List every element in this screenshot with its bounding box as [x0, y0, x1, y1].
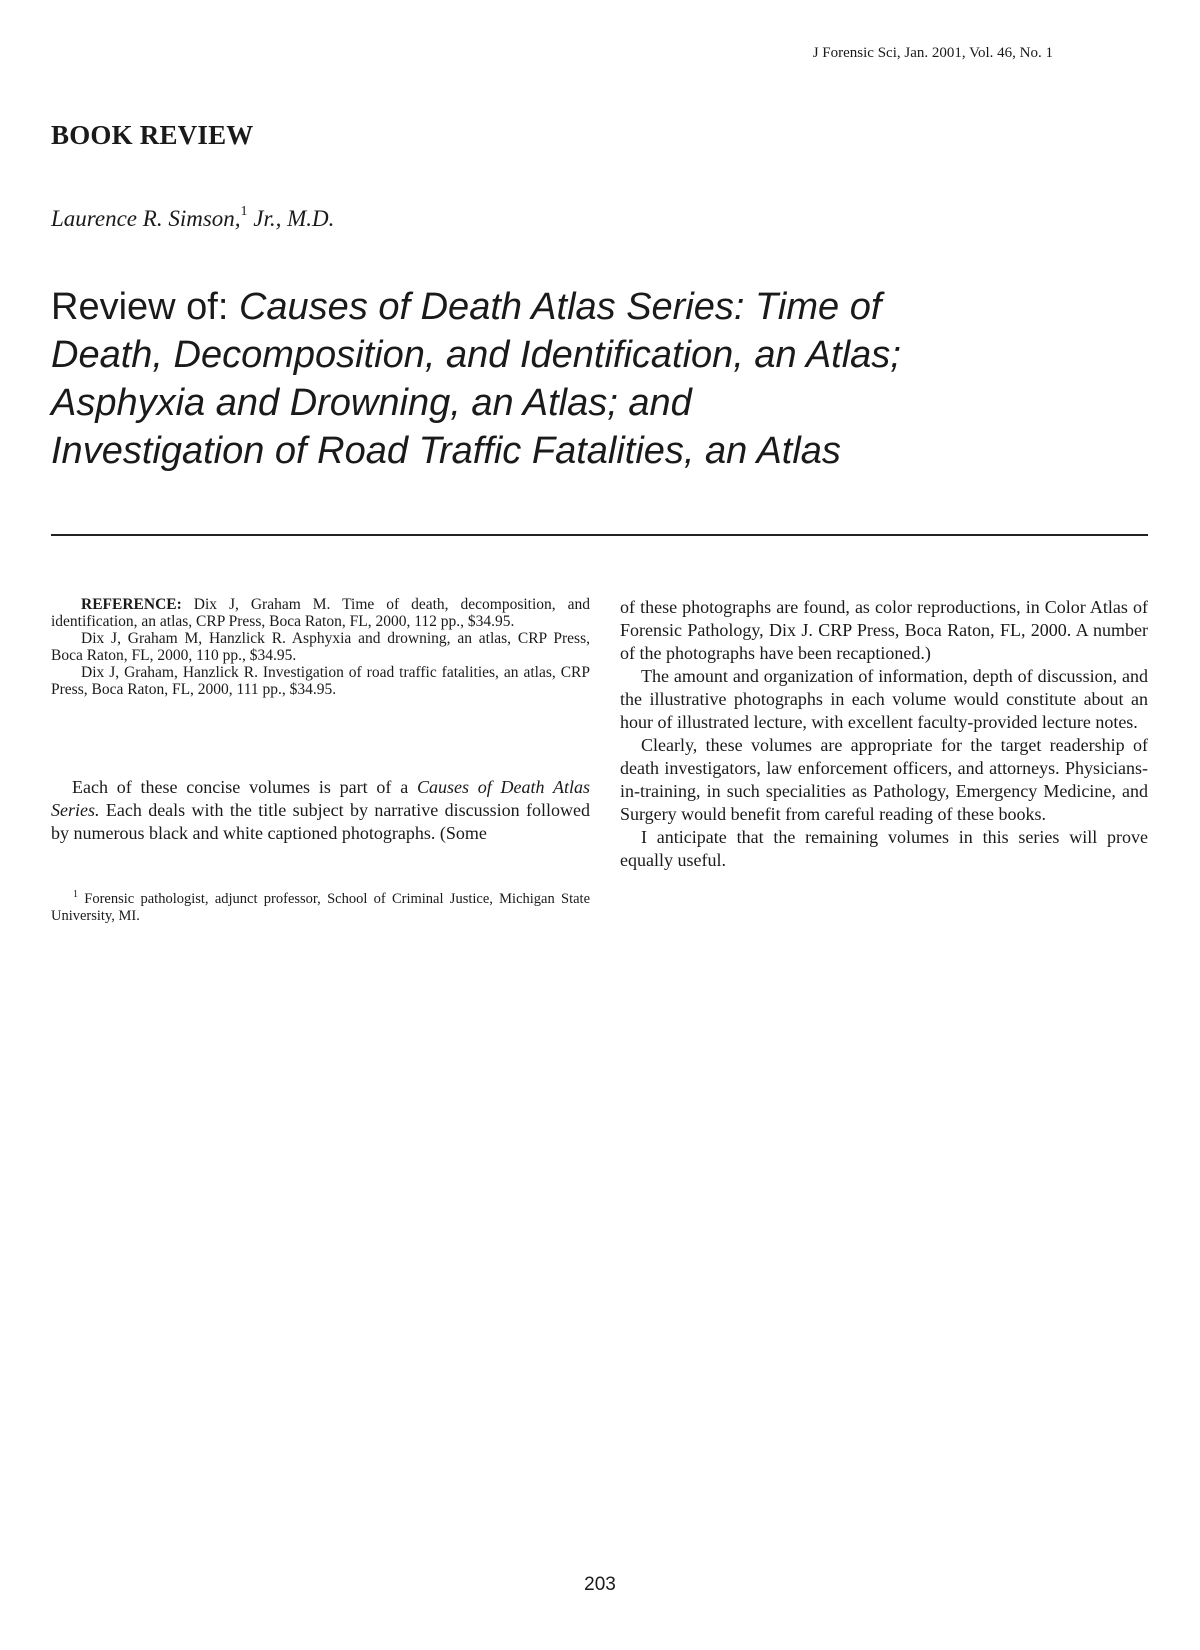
- right-column: [620, 596, 1148, 872]
- reference-entry: [51, 664, 590, 698]
- author-name: Laurence R. Simson,: [51, 206, 241, 231]
- body-left: [51, 776, 590, 845]
- article-title: [51, 283, 911, 475]
- section-heading: BOOK REVIEW: [51, 120, 254, 150]
- footnote-mark: 1: [73, 889, 78, 900]
- reference-entry: [51, 630, 590, 664]
- footnote-body: Forensic pathologist, adjunct professor, School of Criminal Justice, Michigan State University, MI.: [51, 890, 591, 924]
- body-paragraph: The amount and organization of information, depth of discussion, and the illustrative photographs in each volume would constitute about an hour of illustrated lecture, with excellent faculty-provided lecture notes.: [620, 666, 1148, 732]
- running-head: J Forensic Sci, Jan. 2001, Vol. 46, No. 1: [812, 45, 1053, 61]
- title-prefix: Review of:: [51, 286, 239, 328]
- footnote: [51, 886, 590, 925]
- reference-label: REFERENCE:: [81, 596, 182, 613]
- series-title: Causes of Death Atlas Series.: [51, 777, 590, 820]
- author-footnote-mark: 1: [240, 204, 248, 219]
- reference-text-3: Dix J, Graham, Hanzlick R. Investigation of road traffic fatalities, an atlas, CRP Press, Boca Raton, FL, 2000, 111 pp., $34.95.: [51, 664, 590, 698]
- reference-text-1: Dix J, Graham M. Time of death, decomposition, and identification, an atlas, CRP Press, Boca Raton, FL, 2000, 112 pp., $34.95.: [51, 596, 591, 630]
- body-text-start: Each of these concise volumes is part of a: [72, 777, 417, 797]
- body-paragraph: Clearly, these volumes are appropriate for the target readership of death investigators, law enforcement officers, and attorneys. Physicians-in-training, in such specialities as Pathology, Emergency Medicine, and Surgery would benefit from careful reading of these books.: [620, 735, 1148, 824]
- page-number: 203: [584, 1574, 616, 1595]
- body-paragraph: of these photographs are found, as color reproductions, in Color Atlas of Forensic Pathology, Dix J. CRP Press, Boca Raton, FL, 2000. A number of the photographs have been recaptioned.): [620, 597, 1148, 663]
- author-line: [51, 206, 334, 232]
- body-text-end: Each deals with the title subject by narrative discussion followed by numerous black and white captioned photographs. (Some: [51, 800, 590, 843]
- left-column: [51, 596, 591, 924]
- title-italic: Causes of Death Atlas Series: Time of Death, Decomposition, and Identification, an Atlas; Asphyxia and Drowning, an Atlas; and Investigation of Road Traffic Fatalities, an Atlas: [51, 286, 901, 472]
- body-paragraph: I anticipate that the remaining volumes in this series will prove equally useful.: [620, 827, 1148, 870]
- reference-entry: [51, 596, 590, 630]
- reference-text-2: Dix J, Graham M, Hanzlick R. Asphyxia and drowning, an atlas, CRP Press, Boca Raton, FL, 2000, 110 pp., $34.95.: [51, 630, 590, 664]
- title-divider: [51, 534, 1148, 536]
- author-suffix: Jr., M.D.: [253, 206, 335, 231]
- body-paragraph: [51, 776, 590, 845]
- reference-block: [51, 596, 590, 698]
- footnote-text: [51, 886, 590, 925]
